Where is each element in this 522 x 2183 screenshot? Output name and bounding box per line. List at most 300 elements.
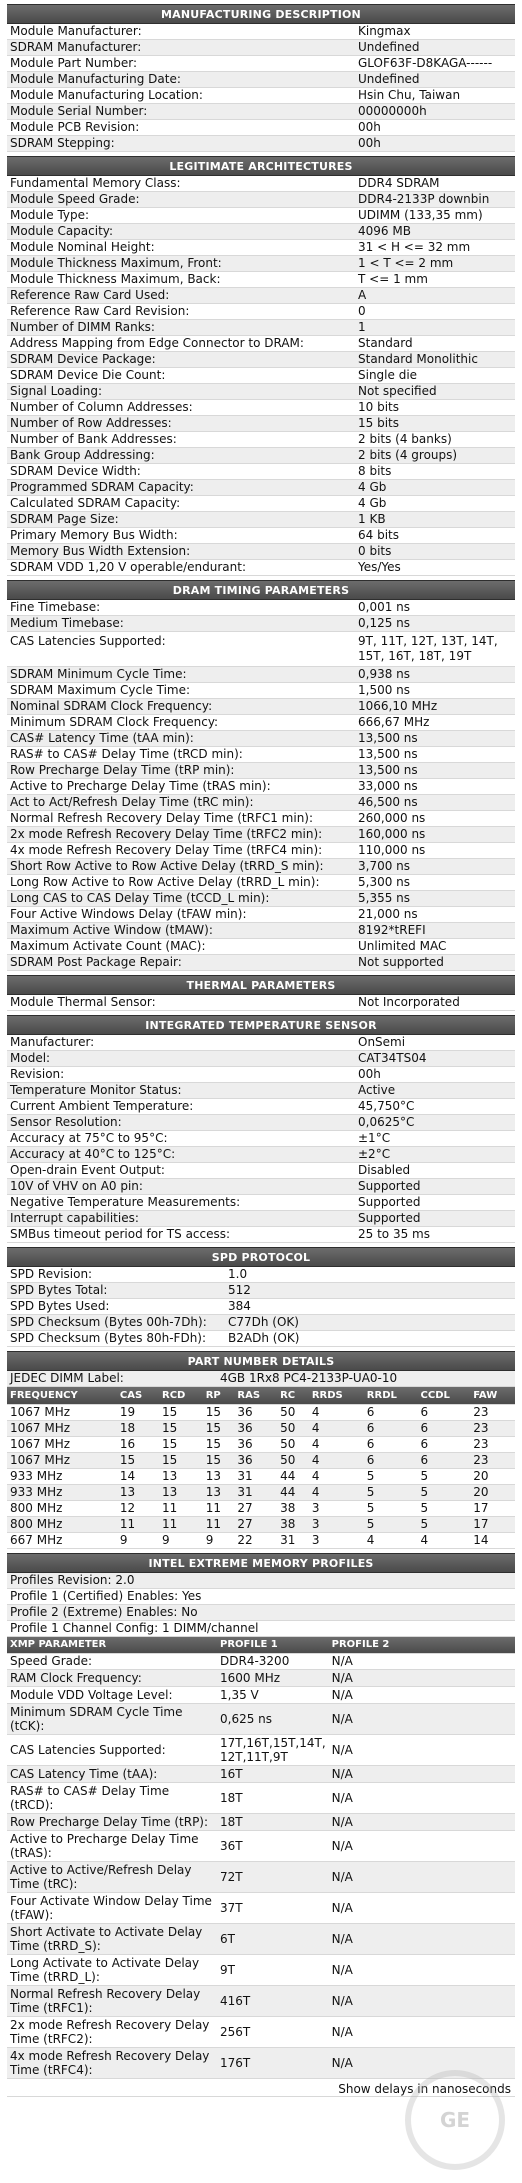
kv-value: Yes/Yes <box>358 560 401 574</box>
table-cell: 15 <box>203 1420 235 1436</box>
kv-value: Standard Monolithic <box>358 352 478 366</box>
table-cell: Minimum SDRAM Cycle Time (tCK): <box>7 1704 217 1735</box>
kv-value: 21,000 ns <box>358 907 418 921</box>
kv-value: GLOF63F-D8KAGA------ <box>358 56 493 70</box>
column-header: FREQUENCY <box>7 1387 117 1404</box>
table-row <box>7 1500 515 1516</box>
table-row <box>7 1516 515 1532</box>
part-section <box>7 1351 515 1549</box>
kv-label: Module Thermal Sensor: <box>10 995 156 1009</box>
kv-label: Module Nominal Height: <box>10 240 155 254</box>
kv-row <box>7 88 515 104</box>
kv-row <box>7 1211 515 1227</box>
kv-row <box>7 416 515 432</box>
table-cell: 11 <box>159 1516 203 1532</box>
table-cell: 1600 MHz <box>217 1670 329 1687</box>
table-row <box>7 1670 515 1687</box>
timings-table-body <box>7 1404 515 1548</box>
kv-value: 0,001 ns <box>358 600 411 614</box>
kv-row <box>7 667 515 683</box>
table-cell: 6 <box>364 1452 418 1468</box>
xmp-info-row <box>7 1621 515 1637</box>
table-cell: Row Precharge Delay Time (tRP): <box>7 1814 217 1831</box>
kv-label: SPD Bytes Used: <box>10 1299 110 1313</box>
table-cell: 800 MHz <box>7 1500 117 1516</box>
table-cell: 14 <box>470 1532 515 1548</box>
table-cell: 6 <box>418 1452 471 1468</box>
kv-value: 33,000 ns <box>358 779 418 793</box>
table-cell: Active to Active/Refresh Delay Time (tRC): <box>7 1862 217 1893</box>
kv-value: 9T, 11T, 12T, 13T, 14T, 15T, 16T, 18T, 19T <box>358 634 498 663</box>
kv-row <box>7 72 515 88</box>
kv-label: Number of Bank Addresses: <box>10 432 177 446</box>
kv-label: SDRAM Device Width: <box>10 464 141 478</box>
kv-row <box>7 288 515 304</box>
kv-row <box>7 795 515 811</box>
kv-value: B2ADh (OK) <box>228 1331 300 1345</box>
table-row <box>7 1783 515 1814</box>
kv-row <box>7 120 515 136</box>
table-cell: 15 <box>203 1436 235 1452</box>
kv-value: 13,500 ns <box>358 731 418 745</box>
table-cell: 1067 MHz <box>7 1452 117 1468</box>
table-cell: 6 <box>418 1420 471 1436</box>
table-row <box>7 2017 515 2048</box>
kv-value: 13,500 ns <box>358 747 418 761</box>
kv-label: Open-drain Event Output: <box>10 1163 165 1177</box>
kv-row <box>7 136 515 152</box>
table-cell: 31 <box>277 1532 309 1548</box>
table-cell: Long Activate to Activate Delay Time (tRRD_L): <box>7 1955 217 1986</box>
table-cell: 9 <box>159 1532 203 1548</box>
table-cell: 17T,16T,15T,14T, 12T,11T,9T <box>217 1735 329 1766</box>
kv-row <box>7 224 515 240</box>
kv-label: Four Active Windows Delay (tFAW min): <box>10 907 247 921</box>
table-cell: 1,35 V <box>217 1687 329 1704</box>
xmp-info-text: Profiles Revision: 2.0 <box>10 1572 135 1587</box>
kv-row <box>7 384 515 400</box>
kv-row <box>7 747 515 763</box>
table-cell: Speed Grade: <box>7 1654 217 1670</box>
kv-value: 4 Gb <box>358 496 387 510</box>
table-cell: 36 <box>234 1404 277 1420</box>
table-cell: 14 <box>117 1468 159 1484</box>
kv-label: SDRAM Post Package Repair: <box>10 955 182 969</box>
kv-label: Medium Timebase: <box>10 616 124 630</box>
table-row <box>7 1452 515 1468</box>
table-cell: 6T <box>217 1924 329 1955</box>
kv-label: Accuracy at 75°C to 95°C: <box>10 1131 168 1145</box>
table-cell: N/A <box>329 1893 515 1924</box>
kv-value: Kingmax <box>358 24 411 38</box>
kv-label: 4x mode Refresh Recovery Delay Time (tRFC4 min): <box>10 843 323 857</box>
table-cell: N/A <box>329 1654 515 1670</box>
table-cell: 18 <box>117 1420 159 1436</box>
kv-label: Address Mapping from Edge Connector to DRAM: <box>10 336 304 350</box>
kv-label: Module Manufacturer: <box>10 24 142 38</box>
kv-value: 512 <box>228 1283 251 1297</box>
jedec-value: 4GB 1Rx8 PC4-2133P-UA0-10 <box>220 1371 398 1385</box>
kv-value: Single die <box>358 368 418 382</box>
kv-value: ±2°C <box>358 1147 391 1161</box>
table-row <box>7 1735 515 1766</box>
table-cell: 11 <box>203 1500 235 1516</box>
kv-row <box>7 843 515 859</box>
table-row <box>7 1468 515 1484</box>
kv-row <box>7 560 515 576</box>
kv-value: 8 bits <box>358 464 392 478</box>
table-cell: 5 <box>364 1484 418 1500</box>
kv-row <box>7 496 515 512</box>
legitimate-rows <box>7 176 515 576</box>
kv-value: 160,000 ns <box>358 827 426 841</box>
table-cell: 6 <box>418 1404 471 1420</box>
kv-label: SDRAM VDD 1,20 V operable/endurant: <box>10 560 247 574</box>
kv-row <box>7 448 515 464</box>
kv-label: Reference Raw Card Revision: <box>10 304 190 318</box>
xmp-info-text: Profile 2 (Extreme) Enables: No <box>10 1604 198 1619</box>
table-row <box>7 2048 515 2079</box>
table-cell: 5 <box>418 1516 471 1532</box>
kv-label: Act to Act/Refresh Delay Time (tRC min): <box>10 795 254 809</box>
kv-value: 1,500 ns <box>358 683 411 697</box>
kv-row <box>7 544 515 560</box>
table-cell: 3 <box>309 1500 364 1516</box>
jedec-label-row <box>7 1371 515 1387</box>
table-cell: N/A <box>329 1687 515 1704</box>
kv-value: 00h <box>358 120 381 134</box>
table-cell: 44 <box>277 1484 309 1500</box>
timings-table-head <box>7 1387 515 1404</box>
table-cell: 6 <box>364 1404 418 1420</box>
kv-label: Module Part Number: <box>10 56 137 70</box>
column-header: XMP PARAMETER <box>7 1637 217 1654</box>
table-cell: N/A <box>329 1670 515 1687</box>
table-cell: 4 <box>309 1436 364 1452</box>
table-row <box>7 1484 515 1500</box>
table-cell: 16T <box>217 1766 329 1783</box>
table-cell: N/A <box>329 1986 515 2017</box>
kv-value: Standard <box>358 336 413 350</box>
table-cell: 16 <box>117 1436 159 1452</box>
table-cell: 256T <box>217 2017 329 2048</box>
sensor-section <box>7 1015 515 1243</box>
kv-value: 64 bits <box>358 528 399 542</box>
kv-label: Nominal SDRAM Clock Frequency: <box>10 699 213 713</box>
kv-value: A <box>358 288 367 302</box>
kv-label: CAS Latencies Supported: <box>10 634 166 648</box>
kv-row <box>7 104 515 120</box>
kv-value: Unlimited MAC <box>358 939 447 953</box>
kv-label: Number of Row Addresses: <box>10 416 172 430</box>
kv-label: Manufacturer: <box>10 1035 95 1049</box>
kv-row <box>7 432 515 448</box>
table-cell: 9 <box>117 1532 159 1548</box>
kv-label: Reference Raw Card Used: <box>10 288 170 302</box>
kv-value: 5,355 ns <box>358 891 411 905</box>
timings-table <box>7 1387 515 1549</box>
kv-label: SDRAM Maximum Cycle Time: <box>10 683 191 697</box>
kv-value: 13,500 ns <box>358 763 418 777</box>
kv-value: Supported <box>358 1211 421 1225</box>
kv-value: 3,700 ns <box>358 859 411 873</box>
sensor-header: INTEGRATED TEMPERATURE SENSOR <box>7 1015 515 1035</box>
table-cell: 1067 MHz <box>7 1420 117 1436</box>
table-cell: 31 <box>234 1484 277 1500</box>
kv-label: Number of DIMM Ranks: <box>10 320 155 334</box>
kv-value: 00000000h <box>358 104 427 118</box>
kv-row <box>7 1147 515 1163</box>
kv-value: 25 to 35 ms <box>358 1227 430 1241</box>
kv-label: Negative Temperature Measurements: <box>10 1195 241 1209</box>
table-cell: N/A <box>329 2017 515 2048</box>
kv-row <box>7 616 515 632</box>
jedec-label: JEDEC DIMM Label: <box>10 1371 124 1385</box>
kv-row <box>7 1179 515 1195</box>
table-cell: 23 <box>470 1436 515 1452</box>
kv-value: 1 < T <= 2 mm <box>358 256 454 270</box>
kv-value: 1.0 <box>228 1267 248 1281</box>
spd-section <box>7 1247 515 1347</box>
table-cell: 36 <box>234 1436 277 1452</box>
kv-value: ±1°C <box>358 1131 391 1145</box>
table-cell: 6 <box>364 1420 418 1436</box>
kv-row <box>7 336 515 352</box>
timing-section <box>7 580 515 971</box>
table-cell: Four Activate Window Delay Time (tFAW): <box>7 1893 217 1924</box>
table-cell: 15 <box>159 1420 203 1436</box>
kv-row <box>7 1331 515 1347</box>
table-row <box>7 1404 515 1420</box>
spd-rows <box>7 1267 515 1347</box>
table-row <box>7 1654 515 1670</box>
kv-row <box>7 192 515 208</box>
kv-row <box>7 939 515 955</box>
kv-row <box>7 699 515 715</box>
kv-label: Module Manufacturing Location: <box>10 88 203 102</box>
table-cell: 416T <box>217 1986 329 2017</box>
kv-value: 0,938 ns <box>358 667 411 681</box>
kv-value: 0,125 ns <box>358 616 411 630</box>
table-cell: 19 <box>117 1404 159 1420</box>
kv-value: 46,500 ns <box>358 795 418 809</box>
kv-label: Number of Column Addresses: <box>10 400 193 414</box>
table-cell: 1067 MHz <box>7 1436 117 1452</box>
show-nanoseconds-link[interactable]: Show delays in nanoseconds <box>7 2079 515 2097</box>
kv-value: 00h <box>358 136 381 150</box>
table-cell: 11 <box>117 1516 159 1532</box>
kv-value: 1 KB <box>358 512 386 526</box>
table-cell: N/A <box>329 1862 515 1893</box>
table-cell: N/A <box>329 1766 515 1783</box>
kv-label: SDRAM Minimum Cycle Time: <box>10 667 187 681</box>
table-cell: 13 <box>159 1484 203 1500</box>
kv-label: SPD Revision: <box>10 1267 93 1281</box>
kv-row <box>7 779 515 795</box>
kv-value: DDR4 SDRAM <box>358 176 440 190</box>
kv-value: 110,000 ns <box>358 843 426 857</box>
kv-label: SPD Checksum (Bytes 80h-FDh): <box>10 1331 207 1345</box>
table-cell: 5 <box>364 1500 418 1516</box>
table-cell: 15 <box>203 1452 235 1468</box>
kv-label: Maximum Activate Count (MAC): <box>10 939 206 953</box>
kv-label: Row Precharge Delay Time (tRP min): <box>10 763 235 777</box>
kv-row <box>7 600 515 616</box>
kv-row <box>7 256 515 272</box>
xmp-header-row <box>7 1637 515 1654</box>
xmp-info-row <box>7 1573 515 1589</box>
table-cell: Normal Refresh Recovery Delay Time (tRFC1): <box>7 1986 217 2017</box>
timing-rows <box>7 600 515 971</box>
kv-value: 260,000 ns <box>358 811 426 825</box>
kv-label: SPD Bytes Total: <box>10 1283 108 1297</box>
table-cell: N/A <box>329 1924 515 1955</box>
table-cell: 15 <box>159 1404 203 1420</box>
kv-row <box>7 731 515 747</box>
kv-label: SDRAM Device Die Count: <box>10 368 166 382</box>
table-cell: 23 <box>470 1452 515 1468</box>
thermal-section <box>7 975 515 1011</box>
kv-row <box>7 923 515 939</box>
manufacturing-header: MANUFACTURING DESCRIPTION <box>7 4 515 24</box>
kv-label: Memory Bus Width Extension: <box>10 544 191 558</box>
kv-label: Module Capacity: <box>10 224 114 238</box>
kv-row <box>7 368 515 384</box>
kv-row <box>7 907 515 923</box>
kv-row <box>7 40 515 56</box>
table-cell: N/A <box>329 1831 515 1862</box>
kv-label: Model: <box>10 1051 51 1065</box>
table-cell: 20 <box>470 1468 515 1484</box>
kv-row <box>7 352 515 368</box>
kv-value: 4 Gb <box>358 480 387 494</box>
table-cell: N/A <box>329 1955 515 1986</box>
table-cell: Short Activate to Activate Delay Time (tRRD_S): <box>7 1924 217 1955</box>
table-cell: 4 <box>309 1468 364 1484</box>
table-cell: 5 <box>364 1468 418 1484</box>
kv-label: RAS# to CAS# Delay Time (tRCD min): <box>10 747 243 761</box>
table-cell: 3 <box>309 1532 364 1548</box>
table-cell: 50 <box>277 1404 309 1420</box>
column-header: RRDL <box>364 1387 418 1404</box>
timing-header: DRAM TIMING PARAMETERS <box>7 580 515 600</box>
table-cell: 50 <box>277 1452 309 1468</box>
kv-label: Primary Memory Bus Width: <box>10 528 178 542</box>
kv-label: Temperature Monitor Status: <box>10 1083 182 1097</box>
legitimate-header: LEGITIMATE ARCHITECTURES <box>7 156 515 176</box>
kv-label: SMBus timeout period for TS access: <box>10 1227 231 1241</box>
kv-value: Disabled <box>358 1163 411 1177</box>
kv-label: 10V of VHV on A0 pin: <box>10 1179 143 1193</box>
table-cell: 5 <box>418 1468 471 1484</box>
kv-row <box>7 272 515 288</box>
kv-row <box>7 320 515 336</box>
table-cell: CAS Latency Time (tAA): <box>7 1766 217 1783</box>
table-cell: 3 <box>309 1516 364 1532</box>
table-row <box>7 1766 515 1783</box>
kv-label: Interrupt capabilities: <box>10 1211 139 1225</box>
table-cell: 933 MHz <box>7 1468 117 1484</box>
kv-value: Undefined <box>358 72 420 86</box>
kv-row <box>7 1051 515 1067</box>
kv-label: SDRAM Manufacturer: <box>10 40 142 54</box>
kv-label: Long Row Active to Row Active Delay (tRRD_L min): <box>10 875 320 889</box>
watermark-logo-icon: GE <box>405 2070 505 2170</box>
table-cell: 4 <box>309 1484 364 1500</box>
table-cell: 4 <box>309 1420 364 1436</box>
table-cell: 13 <box>117 1484 159 1500</box>
table-cell: 4 <box>418 1532 471 1548</box>
kv-row <box>7 1035 515 1051</box>
table-row <box>7 1532 515 1548</box>
kv-row <box>7 1283 515 1299</box>
kv-value: 0,0625°C <box>358 1115 415 1129</box>
table-cell: 9T <box>217 1955 329 1986</box>
kv-value: Undefined <box>358 40 420 54</box>
table-cell: 50 <box>277 1436 309 1452</box>
kv-label: Calculated SDRAM Capacity: <box>10 496 181 510</box>
table-cell: 4 <box>309 1404 364 1420</box>
kv-row <box>7 1131 515 1147</box>
kv-label: Short Row Active to Row Active Delay (tRRD_S min): <box>10 859 324 873</box>
kv-value: 1 <box>358 320 366 334</box>
table-cell: 2x mode Refresh Recovery Delay Time (tRFC2): <box>7 2017 217 2048</box>
table-cell: 4 <box>309 1452 364 1468</box>
table-cell: 36 <box>234 1452 277 1468</box>
xmp-section <box>7 1553 515 2098</box>
table-cell: 0,625 ns <box>217 1704 329 1735</box>
table-cell: Module VDD Voltage Level: <box>7 1687 217 1704</box>
xmp-info-text: Profile 1 (Certified) Enables: Yes <box>10 1588 202 1603</box>
kv-row <box>7 1115 515 1131</box>
kv-row <box>7 304 515 320</box>
table-cell: 50 <box>277 1420 309 1436</box>
kv-row <box>7 24 515 40</box>
table-row <box>7 1420 515 1436</box>
kv-row <box>7 891 515 907</box>
kv-row <box>7 464 515 480</box>
kv-row <box>7 632 515 667</box>
table-cell: N/A <box>329 1814 515 1831</box>
table-cell: DDR4-3200 <box>217 1654 329 1670</box>
xmp-table-body <box>7 1654 515 2079</box>
kv-value: Supported <box>358 1195 421 1209</box>
table-cell: 12 <box>117 1500 159 1516</box>
kv-label: SDRAM Stepping: <box>10 136 115 150</box>
kv-value: 0 <box>358 304 366 318</box>
sensor-rows <box>7 1035 515 1243</box>
kv-value: Supported <box>358 1179 421 1193</box>
column-header: RP <box>203 1387 235 1404</box>
table-row <box>7 1986 515 2017</box>
part-header: PART NUMBER DETAILS <box>7 1351 515 1371</box>
table-cell: 15 <box>117 1452 159 1468</box>
kv-row <box>7 683 515 699</box>
column-header: RRDS <box>309 1387 364 1404</box>
kv-value: T <= 1 mm <box>358 272 428 286</box>
kv-row <box>7 56 515 72</box>
xmp-table-head <box>7 1637 515 1654</box>
kv-value: 4096 MB <box>358 224 411 238</box>
table-cell: 800 MHz <box>7 1516 117 1532</box>
table-cell: 31 <box>234 1468 277 1484</box>
kv-row <box>7 1067 515 1083</box>
column-header: FAW <box>470 1387 515 1404</box>
kv-label: CAS# Latency Time (tAA min): <box>10 731 194 745</box>
table-row <box>7 1814 515 1831</box>
kv-value: 1066,10 MHz <box>358 699 438 713</box>
kv-value: Not specified <box>358 384 437 398</box>
